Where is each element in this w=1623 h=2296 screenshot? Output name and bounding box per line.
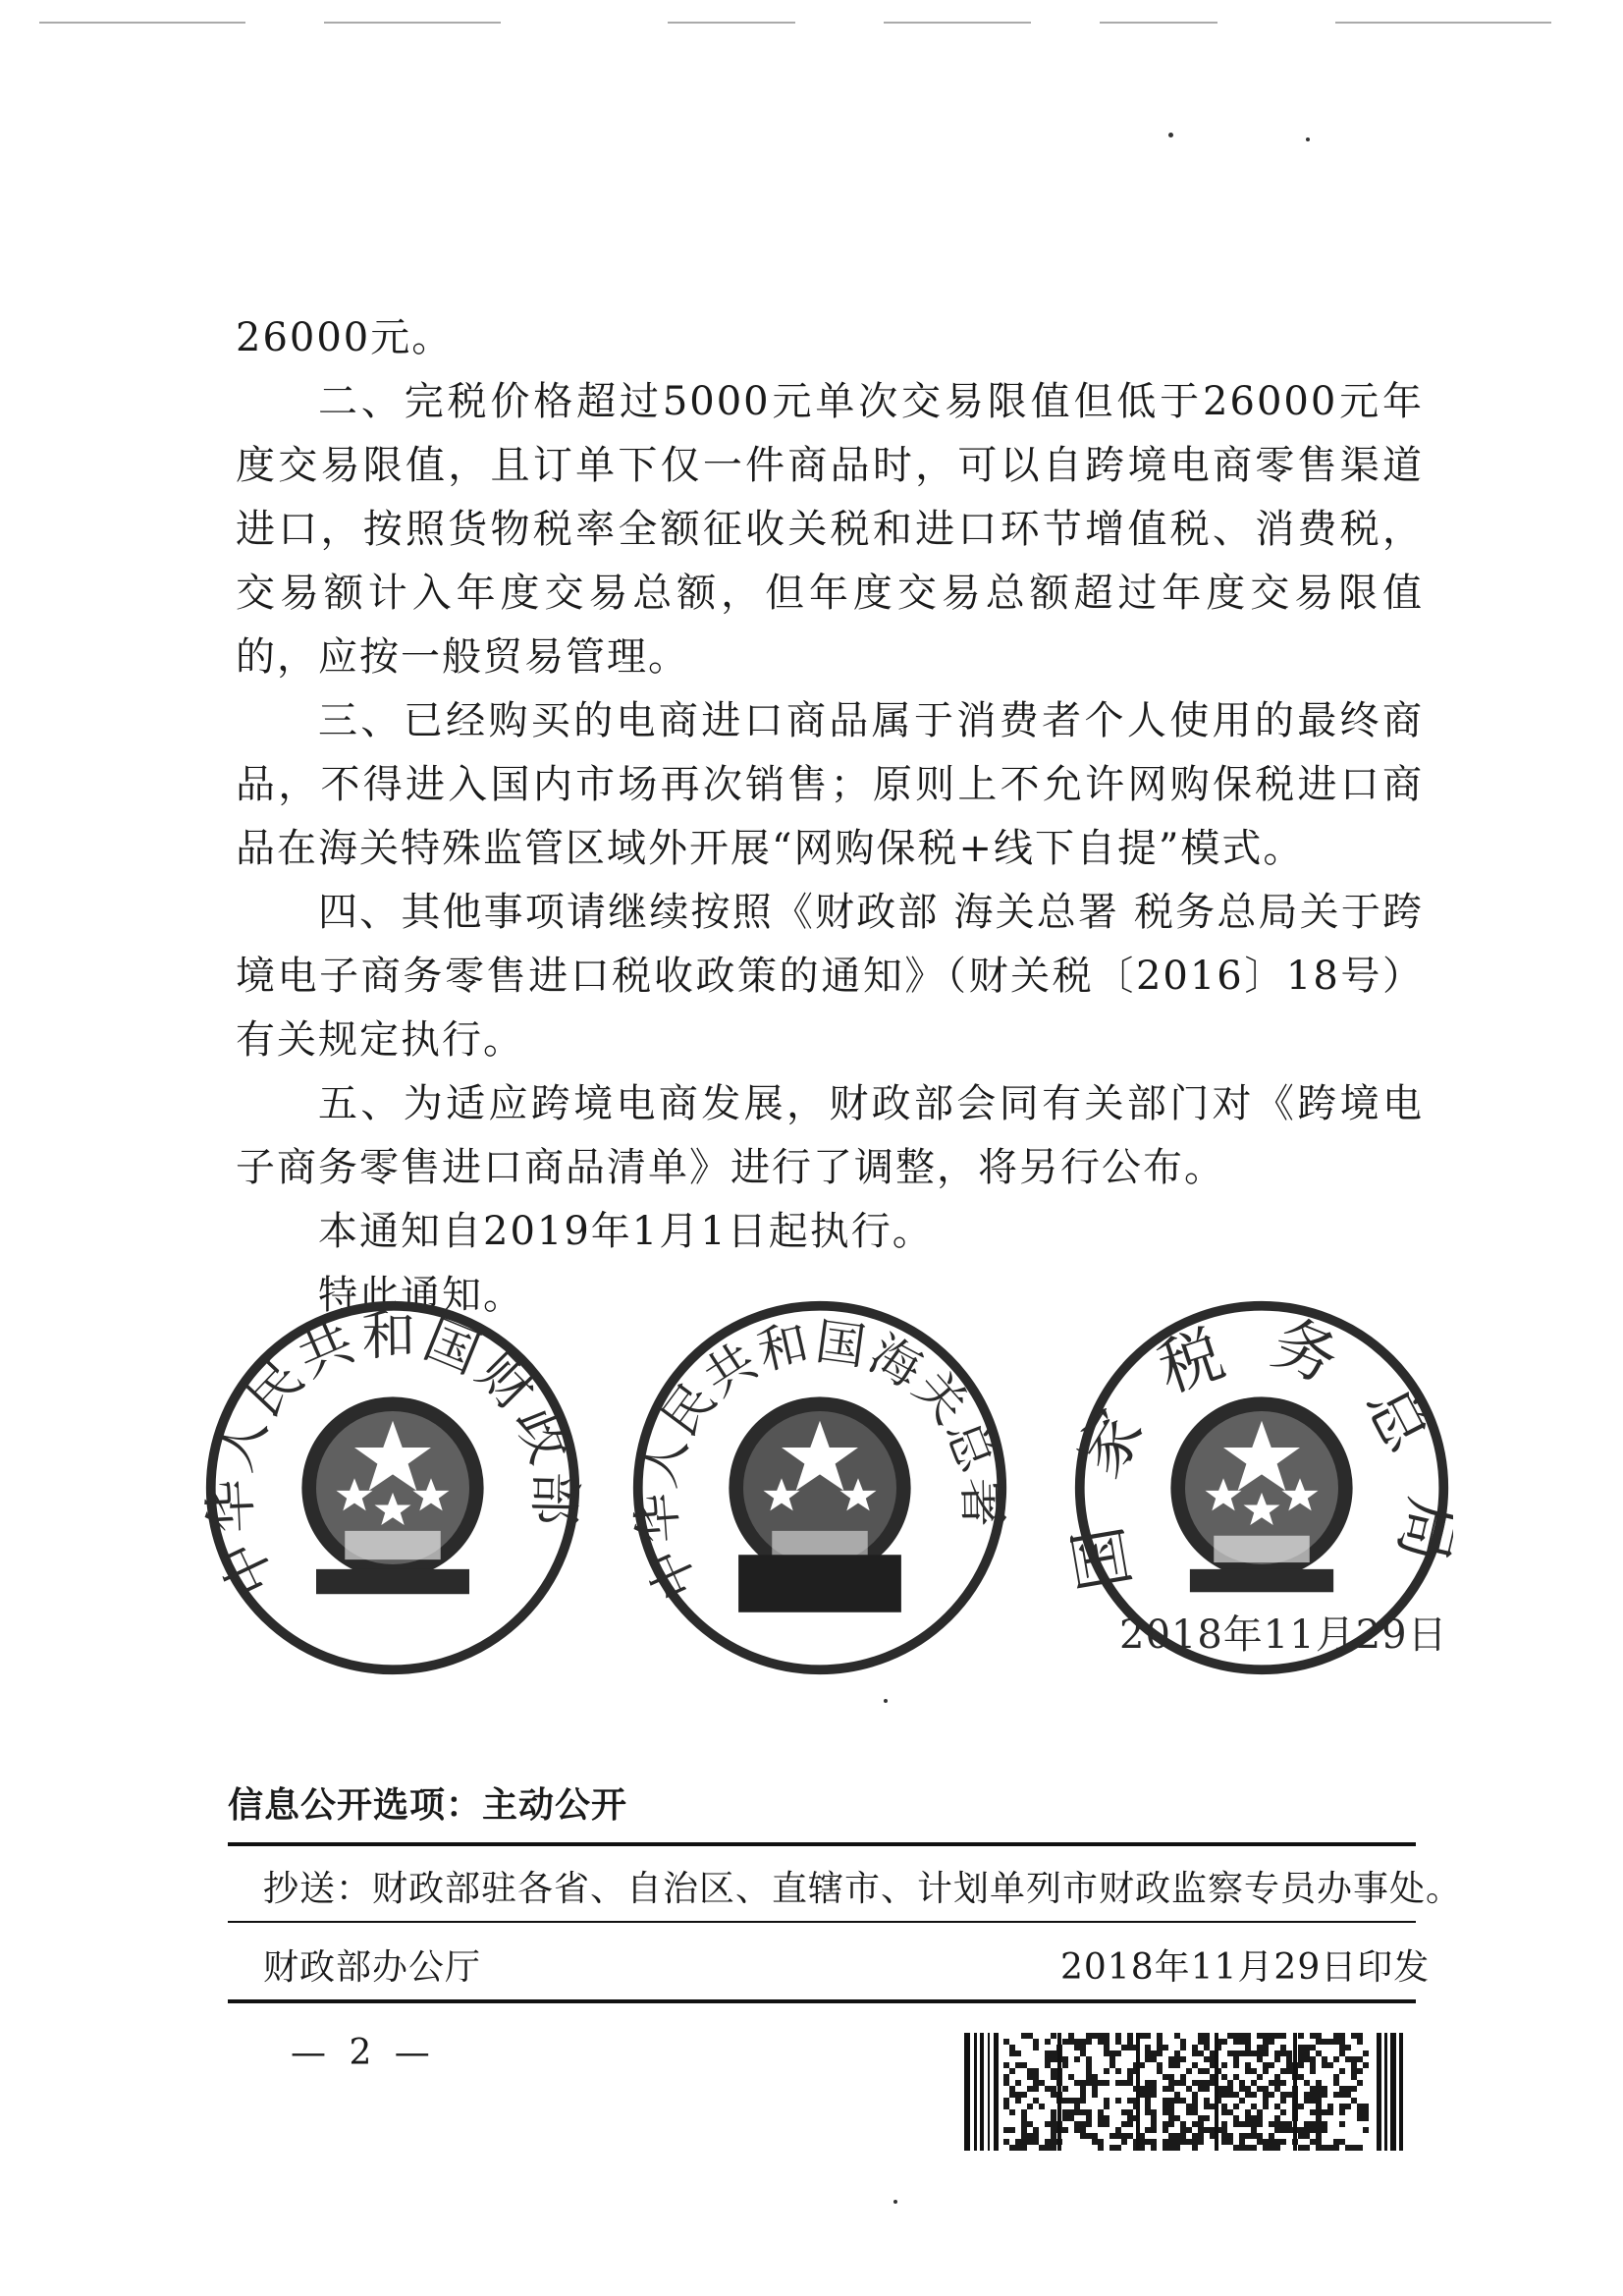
barcode-icon xyxy=(964,2033,1406,2151)
page-number: — 2 — xyxy=(291,2033,436,2073)
scan-speck xyxy=(884,1699,888,1703)
signature-date: 2018年11月29日 xyxy=(1119,1613,1448,1658)
scan-artifact-line xyxy=(1100,22,1217,24)
seal-ministry-of-finance xyxy=(201,1296,584,1679)
scan-speck xyxy=(893,2200,897,2204)
paragraph-item-4: 四、其他事项请继续按照《财政部 海关总署 税务总局关于跨境电子商务零售进口税收政策的通知》（财关税〔2016〕18号）有关规定执行。 xyxy=(236,890,1424,1063)
scan-speck xyxy=(1306,137,1310,141)
footer-rule-middle xyxy=(228,1921,1416,1923)
seal-text: 中华人民共和国海关总署 xyxy=(628,1312,1011,1609)
paragraph-item-2: 二、完税价格超过5000元单次交易限值但低于26000元年度交易限值，且订单下仅一件商品时，可以自跨境电商零售渠道进口，按照货物税率全额征收关税和进口环节增值税、消费税，交易额计入年度交易总额，但年度交易总额超过年度交易限值的，应按一般贸易管理。 xyxy=(236,379,1424,680)
scan-artifact-line xyxy=(884,22,1031,24)
footer-rule-top xyxy=(228,1842,1416,1846)
paragraph-item-3: 三、已经购买的电商进口商品属于消费者个人使用的最终商品，不得进入国内市场再次销售；原则上不允许网购保税进口商品在海关特殊监管区域外开展“网购保税+线下自提”模式。 xyxy=(236,698,1424,871)
issue-date: 2018年11月29日印发 xyxy=(1060,1947,1431,1988)
seal-customs-graphic xyxy=(628,1296,1011,1679)
paragraph-effective-date: 本通知自2019年1月1日起执行。 xyxy=(318,1209,934,1254)
footer-rule-bottom xyxy=(228,1999,1416,2003)
scan-artifact-line xyxy=(39,22,245,24)
scan-artifact-line xyxy=(1335,22,1551,24)
seal-text: 家税务总 xyxy=(1070,1304,1453,1498)
seal-ministry-of-finance-graphic xyxy=(201,1296,584,1679)
issuing-office: 财政部办公厅 xyxy=(263,1947,482,1988)
scan-speck xyxy=(1168,133,1173,137)
seal-customs xyxy=(628,1296,1011,1679)
seal-text: 中华人民共和国财政部 xyxy=(201,1303,584,1607)
cc-recipients: 抄送：财政部驻各省、自治区、直辖市、计划单列市财政监察专员办事处。 xyxy=(263,1869,1463,1909)
scan-artifact-line xyxy=(324,22,501,24)
barcode-graphic xyxy=(964,2033,1406,2151)
info-disclosure-option: 信息公开选项：主动公开 xyxy=(228,1785,628,1826)
scan-artifact-line xyxy=(668,22,795,24)
body-text xyxy=(236,306,1424,1328)
paragraph-item-5: 五、为适应跨境电商发展，财政部会同有关部门对《跨境电子商务零售进口商品清单》进行了调整，将另行公布。 xyxy=(236,1081,1424,1190)
paragraph-continuation: 26000元。 xyxy=(236,315,454,360)
paragraph-closing: 特此通知。 xyxy=(318,1273,524,1318)
